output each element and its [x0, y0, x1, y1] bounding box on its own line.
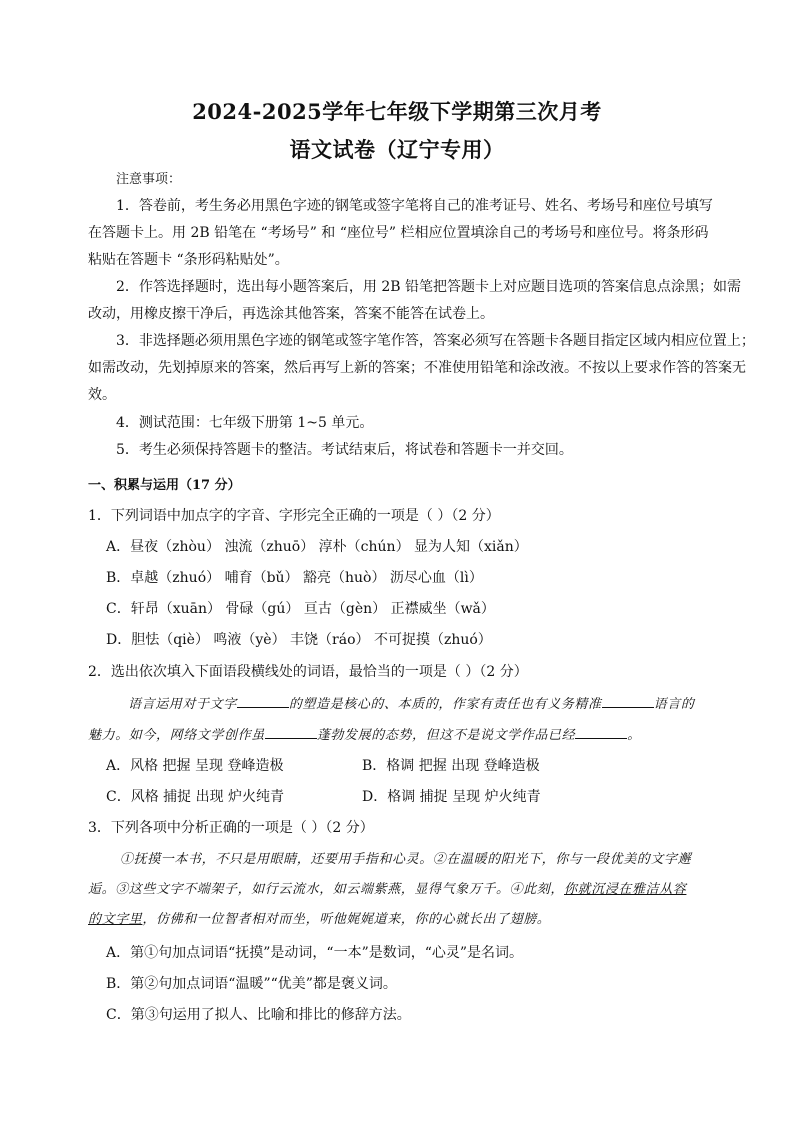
section-1-heading: 一、积累与运用（17 分） [88, 478, 241, 493]
fill-blank [602, 693, 654, 708]
q3-passage-line-2 [88, 880, 708, 900]
note-1-line-2: 在答题卡上。用 2B 铅笔在 “考场号” 和 “座位号” 栏相应位置填涂自己的考场号和座位号。将条形码 [88, 225, 709, 241]
q2-option-a: A．风格 把握 呈现 登峰造极 [106, 758, 284, 774]
fill-blank [575, 724, 627, 739]
q1-stem: 1．下列词语中加点字的字音、字形完全正确的一项是（ ）（2 分） [88, 508, 500, 524]
note-3-line-2: 如需改动，先划掉原来的答案，然后再写上新的答案；不准使用铅笔和涂改液。不按以上要求作答的答案无 [88, 360, 746, 376]
q3-underlined-text: 的文字里 [88, 912, 143, 927]
q3-passage-line-3 [88, 910, 708, 930]
q2-passage-text: 蓬勃发展的态势，但这不是说文学作品已经 [316, 728, 576, 743]
note-2-line-1: 2．作答选择题时，选出每小题答案后，用 2B 铅笔把答题卡上对应题目选项的答案信息点涂黑；如需 [116, 279, 742, 295]
note-5: 5．考生必须保持答题卡的整洁。考试结束后，将试卷和答题卡一并交回。 [116, 442, 573, 458]
q2-passage-line-1 [128, 693, 748, 715]
q2-passage-text: 的塑造是核心的、本质的，作家有责任也有义务精准 [288, 697, 602, 712]
q3-option-b: B．第②句加点词语“温暖”“优美”都是褒义词。 [106, 976, 397, 992]
q3-option-a: A．第①句加点词语“抚摸”是动词，“一本”是数词，“心灵”是名词。 [106, 945, 524, 961]
q3-stem: 3．下列各项中分析正确的一项是（ ）（2 分） [88, 820, 374, 836]
fill-blank [265, 724, 317, 739]
q2-passage-text: 语言的 [653, 697, 695, 712]
q2-passage-text: 。 [627, 728, 641, 743]
q3-option-c: C．第③句运用了拟人、比喻和排比的修辞方法。 [106, 1007, 411, 1023]
note-1-line-1: 1．答卷前，考生务必用黑色字迹的钢笔或签字笔将自己的准考证号、姓名、考场号和座位号填写 [116, 198, 713, 214]
exam-title: 2024-2025学年七年级下学期第三次月考 [192, 99, 602, 124]
exam-subtitle: 语文试卷（辽宁专用） [289, 137, 505, 162]
q1-option-b: B．卓越（zhuó） 哺育（bǔ） 豁亮（huò） 沥尽心血（lì） [106, 570, 483, 586]
q1-option-d: D．胆怯（qiè） 鸣液（yè） 丰饶（ráo） 不可捉摸（zhuó） [106, 632, 492, 648]
q2-passage-line-2 [88, 724, 708, 746]
note-1-line-3: 粘贴在答题卡 “条形码粘贴处”。 [88, 252, 289, 268]
q1-option-a: A．昼夜（zhòu） 浊流（zhuō） 淳朴（chún） 显为人知（xiǎn） [106, 539, 528, 555]
q2-passage-text: 魅力。如今，网络文学创作虽 [88, 728, 265, 743]
note-3-line-1: 3．非选择题必须用黑色字迹的钢笔或签字笔作答，答案必须写在答题卡各题目指定区域内相应位置上； [116, 333, 755, 349]
q2-passage-text: 语言运用对于文字 [128, 697, 237, 712]
fill-blank [237, 693, 289, 708]
q3-passage-text: 逅。③这些文字不端架子，如行云流水，如云端紫燕，显得气象万千。④此刻， [88, 882, 565, 897]
q2-option-c: C．风格 捕捉 出现 炉火纯青 [106, 789, 285, 805]
note-2-line-2: 改动，用橡皮擦干净后，再选涂其他答案，答案不能答在试卷上。 [88, 306, 494, 322]
q2-option-d: D．格调 捕捉 呈现 炉火纯青 [362, 789, 541, 805]
q1-option-c: C．轩昂（xuān） 骨碌（gú） 亘古（gèn） 正襟威坐（wǎ） [106, 601, 495, 617]
note-3-line-3: 效。 [88, 387, 116, 403]
q2-stem: 2．选出依次填入下面语段横线处的词语，最恰当的一项是（ ）（2 分） [88, 664, 528, 680]
note-4: 4．测试范围：七年级下册第 1~5 单元。 [116, 415, 374, 431]
q3-passage-text: ，仿佛和一位智者相对而坐，听他娓娓道来，你的心就长出了翅膀。 [142, 912, 551, 927]
q2-option-b: B．格调 把握 出现 登峰造极 [362, 758, 540, 774]
q3-underlined-text: 你就沉浸在雅洁从容 [564, 882, 687, 897]
q3-passage-line-1: ①抚摸一本书，不只是用眼睛，还要用手指和心灵。②在温暖的阳光下，你与一段优美的文字邂 [120, 852, 692, 867]
notes-heading: 注意事项： [116, 172, 182, 187]
